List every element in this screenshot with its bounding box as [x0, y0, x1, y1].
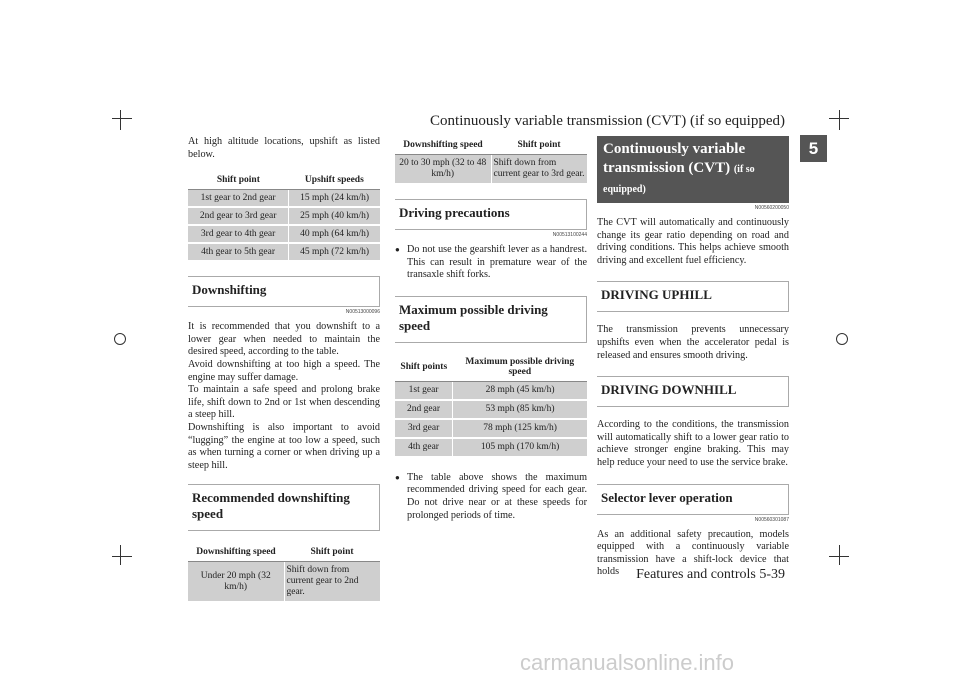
section-heading-downshifting: Downshifting	[188, 276, 380, 307]
table-row	[188, 190, 380, 208]
section-heading-uphill: DRIVING UPHILL	[597, 281, 789, 312]
table-cell: 105 mph (170 km/h)	[453, 438, 587, 457]
table-header: Downshifting speed	[395, 136, 491, 155]
table-cell: 3rd gear to 4th gear	[188, 225, 289, 243]
table-cell: Under 20 mph (32 km/h)	[188, 562, 284, 603]
table-cell: 78 mph (125 km/h)	[453, 419, 587, 438]
bullet-item: ● The table above shows the maximum recommended driving speed for each gear. Do not drive near or at these speeds for prolonged periods of time.	[395, 472, 587, 522]
table-cell: 20 to 30 mph (32 to 48 km/h)	[395, 155, 491, 185]
table-cell: 1st gear to 2nd gear	[188, 190, 289, 208]
max-speed-table	[395, 353, 587, 458]
crop-mark	[839, 545, 840, 565]
section-heading-max-speed: Maximum possible driving speed	[395, 296, 587, 343]
table-cell: Shift down from current gear to 2nd gear.	[284, 562, 380, 603]
section-heading-recommended: Recommended downshifting speed	[188, 484, 380, 531]
continued-table	[395, 136, 587, 185]
section-heading-precautions: Driving precautions	[395, 199, 587, 230]
registration-mark	[114, 333, 126, 345]
downhill-text: According to the conditions, the transmission will automatically shift to a lower gear ratio to achieve stronger engine braking. This may help reduce your need to use the service brake.	[597, 419, 789, 468]
column-1	[188, 136, 380, 603]
section-code: N00513000096	[345, 309, 380, 316]
table-cell: 2nd gear	[395, 400, 453, 419]
table-cell: 4th gear	[395, 438, 453, 457]
crop-mark	[112, 118, 132, 119]
watermark: carmanualsonline.info	[520, 650, 735, 675]
table-cell: Shift down from current gear to 3rd gear.	[491, 155, 587, 185]
table-cell: 45 mph (72 km/h)	[289, 243, 380, 261]
crop-mark	[829, 556, 849, 557]
column-3	[597, 136, 789, 579]
table-row	[395, 400, 587, 419]
crop-mark	[120, 110, 121, 130]
crop-mark	[112, 556, 132, 557]
table-cell: 2nd gear to 3rd gear	[188, 207, 289, 225]
table-cell: 1st gear	[395, 381, 453, 400]
uphill-text: The transmission prevents unnecessary upshifts even when the accelerator pedal is released and ensures smooth driving.	[597, 324, 789, 361]
table-cell: 25 mph (40 km/h)	[289, 207, 380, 225]
selector-text: As an additional safety precaution, models equipped with a continuously variable transmission have a shift-lock device that holds	[597, 528, 789, 578]
chapter-section-banner	[597, 136, 789, 203]
table-cell: 28 mph (45 km/h)	[453, 381, 587, 400]
table-cell: 15 mph (24 km/h)	[289, 190, 380, 208]
table-row	[395, 438, 587, 457]
section-heading-downhill: DRIVING DOWNHILL	[597, 376, 789, 407]
table-header: Upshift speeds	[289, 171, 380, 190]
table-cell: 3rd gear	[395, 419, 453, 438]
section-code: N00560200050	[754, 205, 789, 211]
table-cell: 53 mph (85 km/h)	[453, 400, 587, 419]
section-code: N00513100244	[552, 232, 587, 238]
bullet-item: ● Do not use the gearshift lever as a handrest. This can result in premature wear of the transaxle shift forks.	[395, 244, 587, 282]
table-cell: 40 mph (64 km/h)	[289, 225, 380, 243]
intro-text: At high altitude locations, upshift as listed below.	[188, 136, 380, 160]
section-heading-selector: Selector lever operation	[597, 484, 789, 515]
table-header: Maximum possible driving speed	[453, 353, 587, 382]
crop-mark	[829, 118, 849, 119]
table-header: Shift points	[395, 353, 453, 382]
table-header: Shift point	[284, 543, 380, 562]
cvt-text: The CVT will automatically and continuously change its gear ratio depending on road and driving conditions. This helps achieve smooth driving and excellent fuel efficiency.	[597, 217, 789, 266]
upshift-table	[188, 171, 380, 262]
page-header-title: Continuously variable transmission (CVT) (if so equipped)	[430, 113, 785, 129]
table-cell: 4th gear to 5th gear	[188, 243, 289, 261]
crop-mark	[120, 545, 121, 565]
table-row	[395, 419, 587, 438]
table-row	[188, 207, 380, 225]
section-code: N00560301087	[754, 516, 789, 523]
crop-mark	[839, 110, 840, 130]
downshifting-text: It is recommended that you downshift to a lower gear when needed to maintain the desired speed, according to the table. Avoid downshifting at too high a speed. The engine may suffer damage. To maintain a safe speed and prolong brake life, shift down to 2nd or 1st when descending a steep hill. Downshifting is also important to avoid “lugging” the engine at too low a speed, such as when turning a corner or when driving up a steep hill.	[188, 321, 380, 471]
table-row	[188, 562, 380, 603]
table-row	[188, 243, 380, 261]
table-header: Shift point	[188, 171, 289, 190]
page-footer: Features and controls 5-39	[636, 567, 785, 582]
banner-subtitle: (if so equipped)	[603, 164, 755, 195]
banner-title: Continuously variable transmission (CVT)	[603, 141, 746, 176]
table-row	[188, 225, 380, 243]
table-row	[395, 155, 587, 185]
registration-mark	[836, 333, 848, 345]
table-header: Shift point	[491, 136, 587, 155]
table-header: Downshifting speed	[188, 543, 284, 562]
recommended-table	[188, 543, 380, 603]
chapter-tab: 5	[800, 135, 827, 162]
table-row	[395, 381, 587, 400]
column-2	[395, 136, 587, 522]
